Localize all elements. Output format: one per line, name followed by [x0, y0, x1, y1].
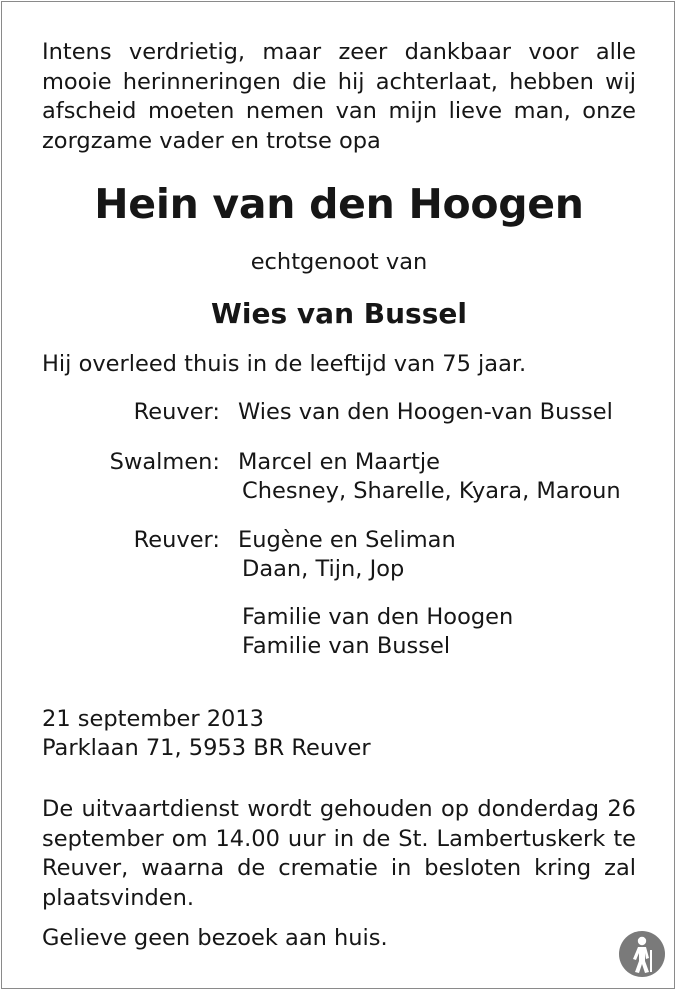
intro-paragraph: Intens verdrietig, maar zeer dankbaar voor alle mooie herinneringen die hij achterlaat, hebben wij afscheid moeten nemen van mijn lieve man, onze zorgzame vader en trotse opa	[42, 39, 636, 154]
family-place: Swalmen:	[109, 449, 220, 475]
spouse-name: Wies van Bussel	[211, 297, 467, 330]
family-member: Marcel en Maartje	[238, 449, 440, 475]
notice-date: 21 september 2013	[42, 706, 265, 732]
family-member: Familie van den Hoogen	[242, 604, 514, 630]
notice-address: Parklaan 71, 5953 BR Reuver	[42, 735, 371, 761]
age-statement: Hij overleed thuis in de leeftijd van 75 jaar.	[42, 351, 527, 377]
family-member: Wies van den Hoogen-van Bussel	[238, 399, 613, 425]
service-paragraph: De uitvaartdienst wordt gehouden op donderdag 26 september om 14.00 uur in de St. Lambertuskerk te Reuver, waarna de crematie in besloten kring zal plaatsvinden.	[42, 796, 636, 911]
family-place: Reuver:	[133, 527, 220, 553]
family-member: Eugène en Seliman	[238, 527, 456, 553]
spouse-intro: echtgenoot van	[250, 249, 428, 275]
family-member: Daan, Tijn, Jop	[242, 556, 405, 582]
walking-figure-icon	[618, 930, 666, 978]
family-member: Chesney, Sharelle, Kyara, Maroun	[242, 478, 621, 504]
family-place: Reuver:	[133, 399, 220, 425]
deceased-name: Hein van den Hoogen	[94, 180, 584, 228]
family-member: Familie van Bussel	[242, 633, 451, 659]
no-visit-note: Gelieve geen bezoek aan huis.	[42, 925, 388, 951]
